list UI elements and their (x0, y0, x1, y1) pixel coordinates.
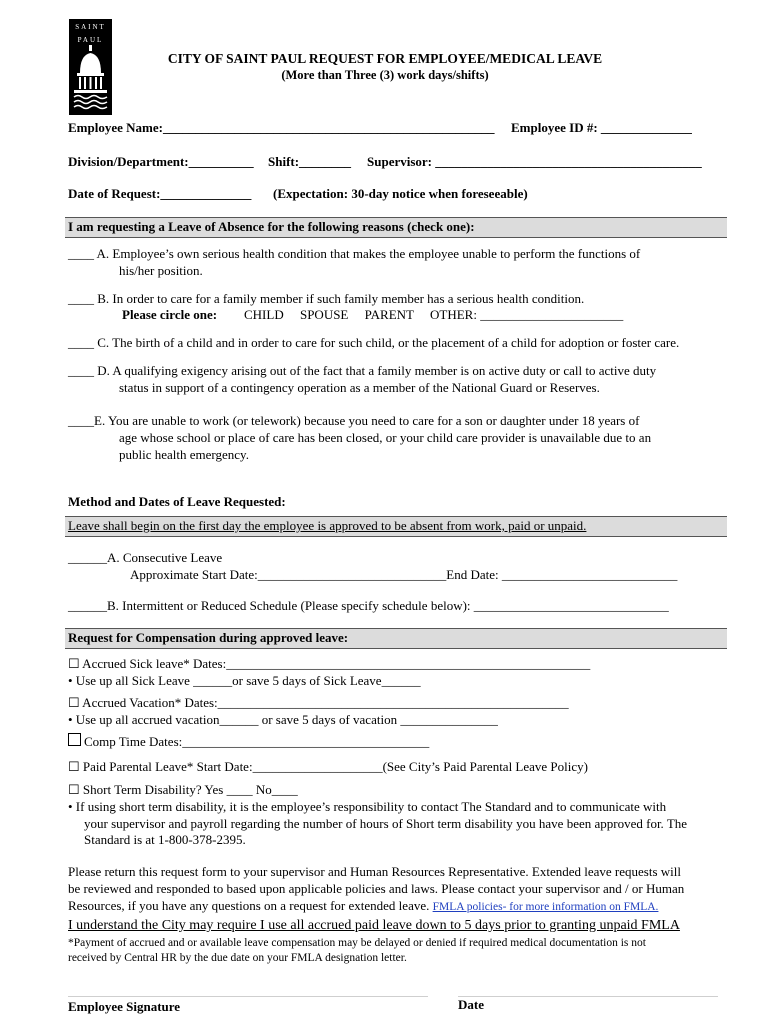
method-bar-text: Leave shall begin on the first day the employee is approved to be absent from work, paid or unpaid. (68, 518, 587, 533)
footnote-line1: *Payment of accrued and or available leave compensation may be delayed or denied if required medical documentation is not (68, 937, 646, 949)
reasons-header: I am requesting a Leave of Absence for the following reasons (check one): (68, 219, 475, 234)
vacation-option[interactable]: • Use up all accrued vacation______ or save 5 days of vacation _______________ (68, 712, 498, 727)
form-title: CITY OF SAINT PAUL REQUEST FOR EMPLOYEE/MEDICAL LEAVE (167, 51, 603, 66)
std-note-line1: • If using short term disability, it is the employee’s responsibility to contact The Standard and to communicate with (68, 799, 667, 814)
fmla-policies-link[interactable]: FMLA policies- for more information on FMLA. (432, 901, 659, 913)
employee-id-field[interactable]: Employee ID #: ______________ (511, 120, 692, 135)
reason-c[interactable]: ____ C. The birth of a child and in order to care for such child, or the placement of a child for adoption or foster care. (68, 335, 680, 350)
consecutive-leave-option[interactable]: ______A. Consecutive Leave (68, 550, 223, 565)
reasons-header-bar (65, 217, 727, 238)
sick-leave-option[interactable]: • Use up all Sick Leave ______or save 5 days of Sick Leave______ (68, 673, 421, 688)
family-member-options[interactable]: CHILD SPOUSE PARENT OTHER: ______________________ (244, 307, 624, 322)
std-note-line2: your supervisor and payroll regarding the number of hours of Short term disability you have been approved for. The (84, 816, 688, 831)
circle-one-label: Please circle one: (122, 307, 218, 322)
reason-d-line1[interactable]: ____ D. A qualifying exigency arising out of the fact that a family member is on active duty or call to active duty (68, 363, 657, 378)
logo-text-saint: SAINT (75, 23, 106, 31)
date-of-request-field[interactable]: Date of Request:______________ (68, 186, 252, 201)
intermittent-leave-option[interactable]: ______B. Intermittent or Reduced Schedule (Please specify schedule below): ______________________________ (68, 598, 669, 613)
compensation-header: Request for Compensation during approved leave: (68, 630, 349, 645)
comp-time-checkbox[interactable] (68, 733, 81, 746)
method-heading: Method and Dates of Leave Requested: (68, 494, 286, 509)
reason-e-line1[interactable]: ____E. You are unable to work (or telework) because you need to care for a son or daughter under 18 years of (68, 413, 640, 428)
vacation-checkbox[interactable]: ☐ Accrued Vacation* Dates:______________________________________________________ (68, 695, 569, 710)
date-label: Date (458, 997, 484, 1012)
reason-b-line1[interactable]: ____ B. In order to care for a family member if such family member has a serious health condition. (68, 291, 585, 306)
compensation-header-bar (65, 628, 727, 649)
understand-statement: I understand the City may require I use all accrued paid leave down to 5 days prior to granting unpaid FMLA (68, 918, 680, 933)
return-instructions-line1: Please return this request form to your supervisor and Human Resources Representative. Extended leave requests will (68, 864, 681, 879)
reason-e-line2: age whose school or place of care has been closed, or your child care provider is unavailable due to an (119, 430, 652, 445)
reason-d-line2: status in support of a contingency operation as a member of the National Guard or Reserves. (119, 380, 600, 395)
reason-a-line2: his/her position. (119, 263, 203, 278)
expectation-note: (Expectation: 30-day notice when foreseeable) (273, 186, 528, 201)
employee-signature-label: Employee Signature (68, 999, 181, 1014)
form-subtitle: (More than Three (3) work days/shifts) (281, 68, 489, 82)
return-instructions-text: Resources, if you have any questions on a request for extended leave. (68, 898, 430, 913)
footnote-line2: received by Central HR by the due date on your FMLA designation letter. (68, 952, 407, 964)
return-instructions-line3 (68, 898, 658, 914)
method-bar (65, 516, 727, 537)
date-line[interactable] (458, 996, 718, 997)
parental-leave-checkbox[interactable]: ☐ Paid Parental Leave* Start Date:____________________(See City’s Paid Parental Leave Policy) (68, 759, 588, 774)
reason-a-line1[interactable]: ____ A. Employee’s own serious health condition that makes the employee unable to perform the functions of (68, 246, 641, 261)
city-logo (69, 19, 112, 115)
supervisor-field[interactable]: Supervisor: _________________________________________ (367, 154, 702, 169)
consecutive-dates-field[interactable]: Approximate Start Date:_____________________________End Date: ___________________________ (130, 567, 678, 582)
employee-name-field[interactable]: Employee Name:___________________________________________________ (68, 120, 495, 135)
division-field[interactable]: Division/Department:__________ (68, 154, 254, 169)
sick-leave-checkbox[interactable]: ☐ Accrued Sick leave* Dates:________________________________________________________ (68, 656, 591, 671)
shift-field[interactable]: Shift:________ (268, 154, 352, 169)
std-note-line3: Standard is at 1-800-378-2395. (84, 832, 246, 847)
logo-text-paul: PAUL (77, 36, 104, 44)
short-term-disability-checkbox[interactable]: ☐ Short Term Disability? Yes ____ No____ (68, 782, 298, 797)
signature-line[interactable] (68, 996, 428, 997)
comp-time-field[interactable]: Comp Time Dates:______________________________________ (84, 734, 430, 749)
reason-e-line3: public health emergency. (119, 447, 249, 462)
return-instructions-line2: be reviewed and responded to based upon applicable policies and laws. Please contact your supervisor and / or Human (68, 881, 685, 896)
